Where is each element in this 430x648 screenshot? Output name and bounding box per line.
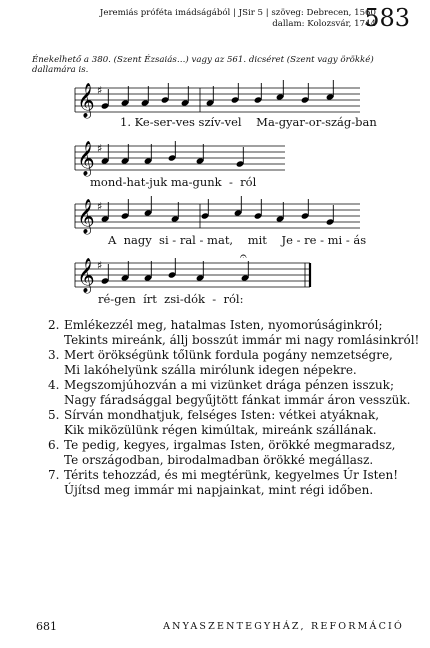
key-sharp-icon: ♯: [97, 200, 103, 213]
staff-3: [75, 204, 360, 228]
verse-number: 3.: [48, 348, 60, 362]
verses: [50, 318, 419, 498]
staff-4: [75, 263, 310, 287]
lyric-line-4: ré-gen írt zsi-dók - ról:: [98, 292, 244, 306]
header-source: Jeremiás próféta imádságából | JSir 5 | szöveg: Debrecen, 1560: [99, 8, 376, 18]
verse-6: [50, 438, 419, 468]
key-sharp-icon: ♯: [97, 142, 103, 155]
verse-line: Mert örökségünk tőlünk fordula pogány nemzetségre,: [64, 348, 393, 362]
verse-line: Tekints mireánk, állj bosszút immár mi nagy romlásinkról!: [64, 333, 420, 347]
verse-2: [50, 318, 419, 348]
staff-1: [75, 88, 360, 112]
verse-number: 7.: [48, 468, 60, 482]
verse-4: [50, 378, 419, 408]
verse-line: Te országodban, birodalmadban örökké megállasz.: [64, 453, 374, 467]
verse-line: Újítsd meg immár mi napjainkat, mint régi időben.: [64, 483, 374, 497]
treble-clef-icon: 𝄞: [77, 141, 95, 176]
staff-2: [75, 146, 285, 170]
section-title: ANYASZENTEGYHÁZ, REFORMÁCIÓ: [163, 621, 404, 632]
verse-number: 2.: [48, 318, 60, 332]
verse-3: [50, 348, 419, 378]
song-header: [100, 8, 376, 30]
key-sharp-icon: ♯: [97, 259, 103, 272]
music-score: [0, 76, 430, 316]
song-number: 583: [364, 4, 410, 32]
verse-5: [50, 408, 419, 438]
lyric-line-2: mond-hat-juk ma-gunk - ról: [90, 175, 257, 189]
verse-line: Kik miközülünk régen kimúltak, mireánk szállának.: [64, 423, 377, 437]
verse-7: [50, 468, 419, 498]
treble-clef-icon: 𝄞: [77, 258, 95, 293]
fermata-icon: 𝄐: [240, 249, 247, 263]
alternate-tune-note: Énekelhető a 380. (Szent Ézsaiás…) vagy az 561. dicséret (Szent vagy örökké) dallamára is.: [32, 55, 374, 75]
verse-line: Emlékezzél meg, hatalmas Isten, nyomorúságinkról;: [64, 318, 383, 332]
verse-line: Térits tehozzád, és mi megtérünk, kegyelmes Úr Isten!: [64, 468, 399, 482]
treble-clef-icon: 𝄞: [77, 199, 95, 234]
verse-number: 6.: [48, 438, 60, 452]
verse-number: 4.: [48, 378, 60, 392]
lyric-line-1: 1. Ke-ser-ves szív-vel Ma-gyar-or-szág-ban: [120, 115, 377, 129]
verse-line: Mi lakóhelyünk szálla mirólunk idegen népekre.: [64, 363, 357, 377]
verse-line: Nagy fáradsággal begyűjtött fánkat immár áron vesszük.: [64, 393, 411, 407]
header-melody: dallam: Kolozsvár, 1744: [272, 19, 376, 29]
verse-number: 5.: [48, 408, 60, 422]
treble-clef-icon: 𝄞: [77, 83, 95, 118]
lyric-line-3: A nagy si - ral - mat, mit Je - re - mi - ás: [108, 233, 367, 247]
verse-line: Te pedig, kegyes, irgalmas Isten, örökké megmaradsz,: [64, 438, 396, 452]
verse-line: Sírván mondhatjuk, felséges Isten: vétkei atyáknak,: [64, 408, 380, 422]
verse-line: Megszomjúhozván a mi vizünket drága pénzen isszuk;: [64, 378, 394, 392]
key-sharp-icon: ♯: [97, 84, 103, 97]
page-number: 681: [36, 620, 57, 633]
